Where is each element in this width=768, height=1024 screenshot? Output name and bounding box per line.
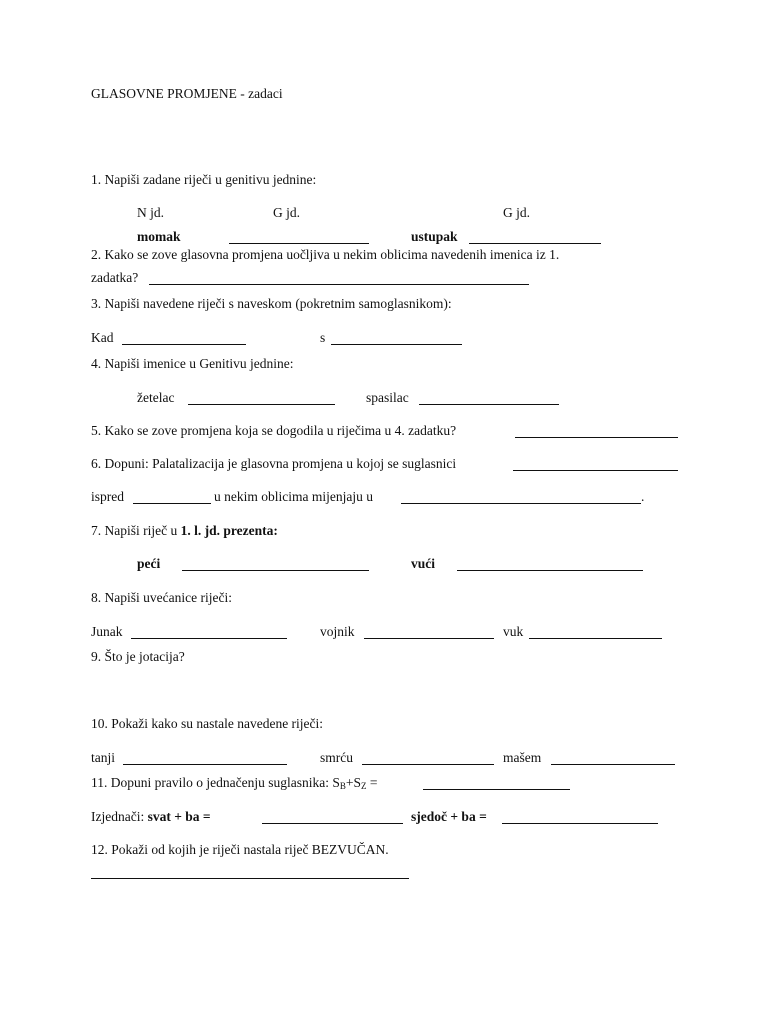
answer-blank-8c[interactable] bbox=[529, 626, 662, 639]
question-7-text: 7. Napiši riječ u bbox=[91, 523, 181, 538]
question-3: 3. Napiši navedene riječi s naveskom (pokretnim samoglasnikom): bbox=[91, 296, 452, 311]
question-7-bold: 1. l. jd. prezenta: bbox=[180, 523, 278, 538]
word-vuci: vući bbox=[411, 556, 436, 571]
col-g2-label: G jd. bbox=[503, 205, 530, 220]
question-12: 12. Pokaži od kojih je riječi nastala riječ BEZVUČAN. bbox=[91, 842, 389, 857]
question-8: 8. Napiši uvećanice riječi: bbox=[91, 590, 232, 605]
answer-blank-7a[interactable] bbox=[182, 558, 369, 571]
answer-blank-10c[interactable] bbox=[551, 752, 675, 765]
question-6-line2: u nekim oblicima mijenjaju u bbox=[214, 489, 373, 504]
answer-blank-6c[interactable] bbox=[401, 491, 641, 504]
answer-blank-11[interactable] bbox=[423, 777, 570, 790]
word-zetelac: žetelac bbox=[137, 390, 175, 405]
col-n-label: N jd. bbox=[137, 205, 164, 220]
question-7 bbox=[91, 523, 278, 539]
answer-blank-1b[interactable] bbox=[469, 231, 601, 244]
answer-blank-8a[interactable] bbox=[131, 626, 287, 639]
question-9: 9. Što je jotacija? bbox=[91, 649, 185, 664]
question-1: 1. Napiši zadane riječi u genitivu jednine: bbox=[91, 172, 317, 187]
page-title: GLASOVNE PROMJENE - zadaci bbox=[91, 86, 283, 101]
izjednaci-row bbox=[91, 809, 211, 825]
answer-blank-10a[interactable] bbox=[123, 752, 287, 765]
word-peci: peći bbox=[137, 556, 161, 571]
word-smrcu: smrću bbox=[320, 750, 353, 765]
word-tanji: tanji bbox=[91, 750, 115, 765]
word-vojnik: vojnik bbox=[320, 624, 355, 639]
word-kad: Kad bbox=[91, 330, 114, 345]
question-6-ispred: ispred bbox=[91, 489, 124, 504]
answer-blank-11b[interactable] bbox=[502, 811, 658, 824]
answer-blank-6a[interactable] bbox=[513, 458, 678, 471]
answer-blank-2[interactable] bbox=[149, 272, 529, 285]
answer-blank-3a[interactable] bbox=[122, 332, 246, 345]
answer-blank-6b[interactable] bbox=[133, 491, 211, 504]
word-junak: Junak bbox=[91, 624, 123, 639]
word-s: s bbox=[320, 330, 326, 345]
answer-blank-4b[interactable] bbox=[419, 392, 559, 405]
answer-blank-1a[interactable] bbox=[229, 231, 369, 244]
equals: = bbox=[366, 775, 378, 790]
question-2-line2: zadatka? bbox=[91, 270, 139, 285]
answer-blank-8b[interactable] bbox=[364, 626, 494, 639]
word-ustupak: ustupak bbox=[411, 229, 458, 244]
question-11-text: 11. Dopuni pravilo o jednačenju suglasnika: S bbox=[91, 775, 340, 790]
answer-blank-5[interactable] bbox=[515, 425, 678, 438]
answer-blank-4a[interactable] bbox=[188, 392, 335, 405]
answer-blank-11a[interactable] bbox=[262, 811, 403, 824]
answer-blank-7b[interactable] bbox=[457, 558, 643, 571]
plus-s: +S bbox=[345, 775, 361, 790]
expr-sjedoc: sjedoč + ba = bbox=[411, 809, 487, 824]
question-11 bbox=[91, 775, 377, 794]
question-2: 2. Kako se zove glasovna promjena uočljiva u nekim oblicima navedenih imenica iz 1. bbox=[91, 247, 560, 262]
answer-blank-10b[interactable] bbox=[362, 752, 494, 765]
answer-blank-12[interactable] bbox=[91, 866, 409, 879]
subscript-z: Z bbox=[360, 781, 367, 791]
subscript-b: B bbox=[339, 781, 346, 791]
word-momak: momak bbox=[137, 229, 181, 244]
word-vuk: vuk bbox=[503, 624, 524, 639]
question-6-end: . bbox=[641, 489, 645, 504]
izjednaci-label: Izjednači: bbox=[91, 809, 148, 824]
answer-blank-3b[interactable] bbox=[331, 332, 462, 345]
question-10: 10. Pokaži kako su nastale navedene riječi: bbox=[91, 716, 324, 731]
expr-svat: svat + ba = bbox=[147, 809, 211, 824]
word-spasilac: spasilac bbox=[366, 390, 409, 405]
question-6: 6. Dopuni: Palatalizacija je glasovna promjena u kojoj se suglasnici bbox=[91, 456, 457, 471]
question-5: 5. Kako se zove promjena koja se dogodila u riječima u 4. zadatku? bbox=[91, 423, 457, 438]
word-masem: mašem bbox=[503, 750, 542, 765]
col-g1-label: G jd. bbox=[273, 205, 300, 220]
question-4: 4. Napiši imenice u Genitivu jednine: bbox=[91, 356, 294, 371]
